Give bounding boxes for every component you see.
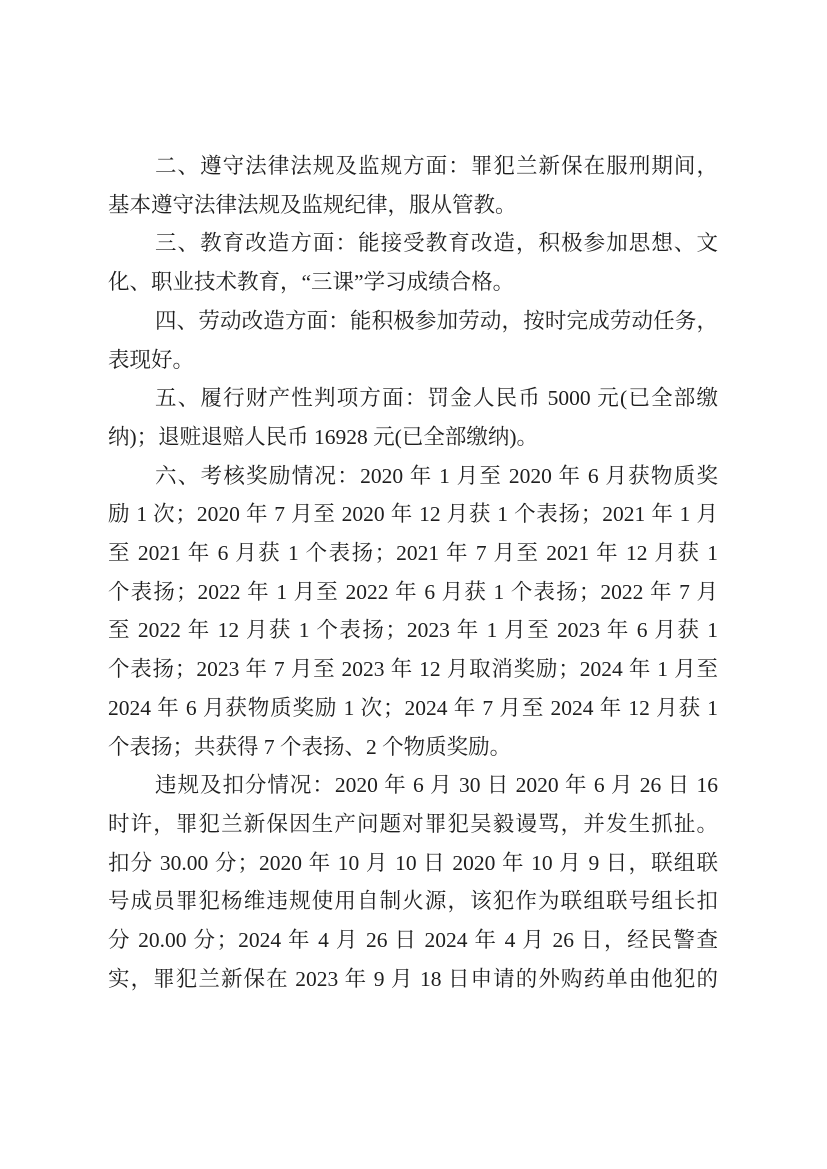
paragraph	[108, 457, 718, 767]
document-body	[108, 147, 718, 998]
text-line: 三、教育改造方面：能接受教育改造，积极参加思想、文	[155, 231, 718, 256]
text-line: 四、劳动改造方面：能积极参加劳动，按时完成劳动任务，	[155, 308, 718, 333]
text-line: 扣分 30.00 分；2020 年 10 月 10 日 2020 年 10 月 9 日，联组联	[108, 850, 718, 875]
text-line: 五、履行财产性判项方面：罚金人民币 5000 元(已全部缴	[155, 386, 718, 411]
text-line: 个表扬；2023 年 7 月至 2023 年 12 月取消奖励；2024 年 1 月至	[108, 657, 718, 682]
text-line: 号成员罪犯杨维违规使用自制火源，该犯作为联组联号组长扣	[108, 889, 718, 914]
text-line: 分 20.00 分；2024 年 4 月 26 日 2024 年 4 月 26 日，经民警查	[108, 928, 718, 953]
paragraph	[108, 147, 718, 224]
paragraph	[108, 379, 718, 456]
paragraph	[108, 302, 718, 379]
text-line: 违规及扣分情况：2020 年 6 月 30 日 2020 年 6 月 26 日 16	[155, 773, 718, 798]
text-line: 个表扬；共获得 7 个表扬、2 个物质奖励。	[108, 734, 512, 759]
text-line: 二、遵守法律法规及监规方面：罪犯兰新保在服刑期间，	[155, 154, 718, 178]
text-line: 基本遵守法律法规及监规纪律，服从管教。	[108, 192, 517, 217]
text-line: 至 2022 年 12 月获 1 个表扬；2023 年 1 月至 2023 年 6 月获 1	[108, 618, 718, 643]
paragraph	[108, 224, 718, 301]
paragraph	[108, 766, 718, 998]
text-line: 实，罪犯兰新保在 2023 年 9 月 18 日申请的外购药单由他犯的	[108, 966, 718, 991]
text-line: 表现好。	[108, 347, 195, 372]
text-line: 时许，罪犯兰新保因生产问题对罪犯吴毅谩骂，并发生抓扯。	[108, 811, 718, 836]
text-line: 2024 年 6 月获物质奖励 1 次；2024 年 7 月至 2024 年 12 月获 1	[108, 695, 718, 720]
text-line: 励 1 次；2020 年 7 月至 2020 年 12 月获 1 个表扬；2021 年 1 月	[108, 502, 718, 527]
text-line: 个表扬；2022 年 1 月至 2022 年 6 月获 1 个表扬；2022 年 7 月	[108, 579, 718, 604]
text-line: 至 2021 年 6 月获 1 个表扬；2021 年 7 月至 2021 年 12 月获 1	[108, 541, 718, 566]
text-line: 六、考核奖励情况：2020 年 1 月至 2020 年 6 月获物质奖	[155, 463, 718, 488]
text-line: 纳)；退赃退赔人民币 16928 元(已全部缴纳)。	[108, 424, 538, 449]
text-line: 化、职业技术教育，“三课”学习成绩合格。	[108, 270, 515, 295]
